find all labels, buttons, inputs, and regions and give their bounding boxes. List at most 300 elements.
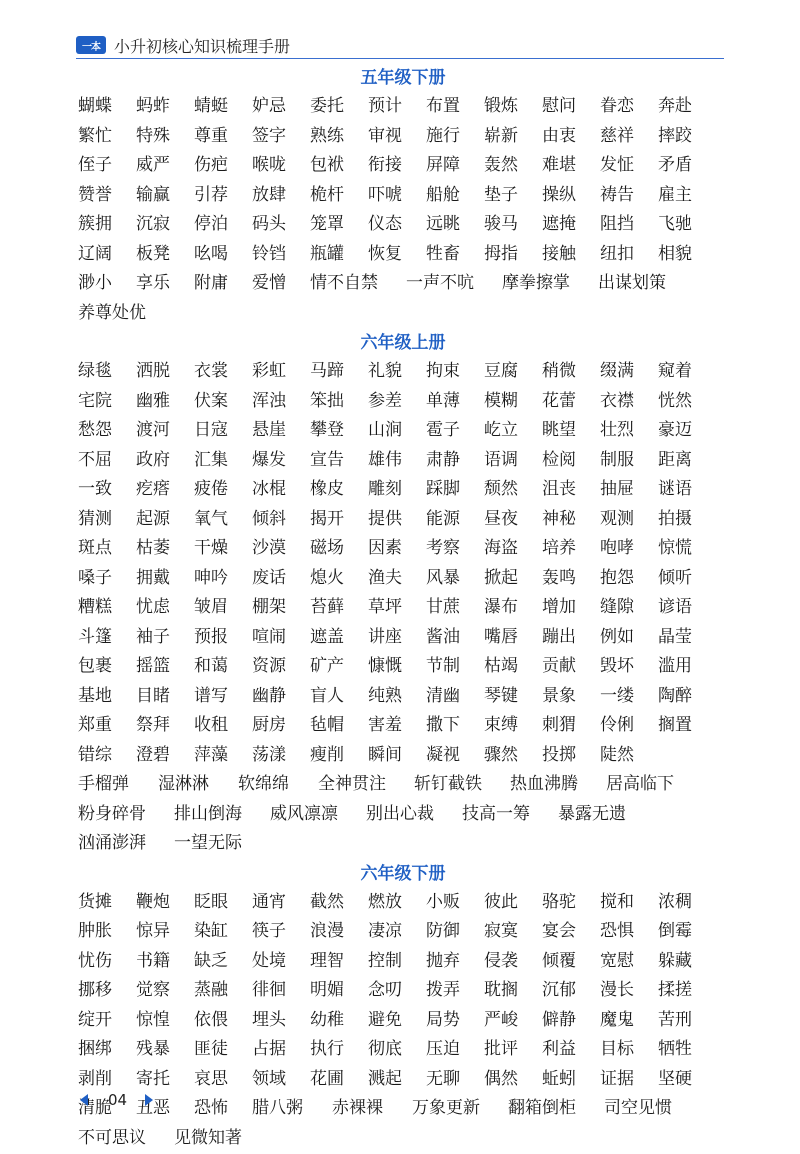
vocab-word: 包裹 [78,653,136,683]
vocab-word: 全神贯注 [318,771,414,801]
vocab-word: 氧气 [194,506,252,536]
vocab-word: 苔藓 [310,594,368,624]
vocab-word: 拨弄 [426,977,484,1007]
vocab-word: 牲畜 [426,241,484,271]
vocab-word: 手榴弹 [78,771,158,801]
vocab-word: 彼此 [484,889,542,919]
vocab-word: 铃铛 [252,241,310,271]
vocab-word: 纽扣 [600,241,658,271]
vocab-word: 预报 [194,624,252,654]
vocab-word: 马蹄 [310,358,368,388]
vocab-word: 辽阔 [78,241,136,271]
vocab-word: 桅杆 [310,182,368,212]
vocab-word: 仪态 [368,211,426,241]
vocab-word: 收租 [194,712,252,742]
vocab-word: 包袱 [310,152,368,182]
word-list [78,93,728,329]
vocab-word: 矛盾 [658,152,716,182]
vocab-word: 垫子 [484,182,542,212]
vocab-word: 奔赴 [658,93,716,123]
vocab-word: 笼罩 [310,211,368,241]
vocab-word: 偶然 [484,1066,542,1096]
vocab-word: 投掷 [542,742,600,772]
vocab-word: 盲人 [310,683,368,713]
vocab-word: 占据 [252,1036,310,1066]
vocab-word: 处境 [252,948,310,978]
vocab-word: 嗓子 [78,565,136,595]
vocab-word: 提供 [368,506,426,536]
vocab-word: 侄子 [78,152,136,182]
vocab-word: 海盗 [484,535,542,565]
vocab-word: 养尊处优 [78,300,174,330]
vocab-word: 蚯蚓 [542,1066,600,1096]
vocab-word: 磁场 [310,535,368,565]
vocab-word: 疲倦 [194,476,252,506]
vocab-word: 攀登 [310,417,368,447]
vocab-word: 哀思 [194,1066,252,1096]
vocab-word: 宴会 [542,918,600,948]
vocab-word: 执行 [310,1036,368,1066]
vocab-word: 书籍 [136,948,194,978]
vocab-word: 祷告 [600,182,658,212]
vocab-word: 例如 [600,624,658,654]
vocab-word: 威风凛凛 [270,801,366,831]
vocab-word: 滥用 [658,653,716,683]
vocab-word: 不可思议 [78,1125,174,1154]
vocab-word: 增加 [542,594,600,624]
vocab-word: 倾听 [658,565,716,595]
vocab-word: 毁坏 [600,653,658,683]
vocab-word: 呻吟 [194,565,252,595]
vocab-word: 蜻蜓 [194,93,252,123]
vocab-word: 窥着 [658,358,716,388]
vocab-word: 残暴 [136,1036,194,1066]
vocab-word: 证据 [600,1066,658,1096]
page-header [76,34,290,56]
vocab-word: 搅和 [600,889,658,919]
vocab-word: 骆驼 [542,889,600,919]
vocab-word: 渺小 [78,270,136,300]
vocab-word: 衣裳 [194,358,252,388]
section-title: 五年级下册 [78,64,728,93]
vocab-word: 爱憎 [252,270,310,300]
vocab-word: 躲藏 [658,948,716,978]
vocab-word: 雹子 [426,417,484,447]
vocab-word: 幽静 [252,683,310,713]
vocab-word: 飞驰 [658,211,716,241]
vocab-word: 惊异 [136,918,194,948]
vocab-word: 伤疤 [194,152,252,182]
vocab-word: 赤裸裸 [332,1095,412,1125]
section-title: 六年级上册 [78,329,728,358]
vocab-word: 吆喝 [194,241,252,271]
book-title: 小升初核心知识梳理手册 [114,34,290,57]
vocab-word: 腊八粥 [252,1095,332,1125]
section-title: 六年级下册 [78,860,728,889]
vocab-word: 刺猬 [542,712,600,742]
vocab-word: 风暴 [426,565,484,595]
vocab-word: 布置 [426,93,484,123]
vocab-word: 瓶罐 [310,241,368,271]
vocab-word: 浓稠 [658,889,716,919]
vocab-word: 避免 [368,1007,426,1037]
vocab-word: 漫长 [600,977,658,1007]
vocab-word: 节制 [426,653,484,683]
vocab-word: 委托 [310,93,368,123]
vocab-word: 沉郁 [542,977,600,1007]
vocab-word: 搁置 [658,712,716,742]
vocab-word: 冰棍 [252,476,310,506]
vocab-word: 花圃 [310,1066,368,1096]
vocab-word: 严峻 [484,1007,542,1037]
vocab-word: 琴键 [484,683,542,713]
vocab-word: 慷慨 [368,653,426,683]
vocab-word: 考察 [426,535,484,565]
vocab-word: 愁怨 [78,417,136,447]
vocab-word: 情不自禁 [310,270,406,300]
vocab-word: 清幽 [426,683,484,713]
vocab-word: 甘蔗 [426,594,484,624]
vocab-word: 斩钉截铁 [414,771,510,801]
vocab-word: 吓唬 [368,182,426,212]
vocab-word: 缀满 [600,358,658,388]
vocab-word: 祭拜 [136,712,194,742]
vocab-word: 赞誉 [78,182,136,212]
vocab-word: 能源 [426,506,484,536]
vocab-word: 豪迈 [658,417,716,447]
vocab-word: 彩虹 [252,358,310,388]
vocab-word: 坚硬 [658,1066,716,1096]
vocab-word: 板凳 [136,241,194,271]
vocab-word: 局势 [426,1007,484,1037]
vocab-word: 雄伟 [368,447,426,477]
vocab-word: 缺乏 [194,948,252,978]
vocab-word: 一望无际 [174,830,270,860]
vocab-word: 溅起 [368,1066,426,1096]
vocab-word: 埋头 [252,1007,310,1037]
vocab-word: 糟糕 [78,594,136,624]
vocab-word: 慰问 [542,93,600,123]
vocab-word: 居高临下 [606,771,702,801]
vocab-word: 湿淋淋 [158,771,238,801]
vocab-word: 橡皮 [310,476,368,506]
vocab-word: 控制 [368,948,426,978]
vocab-word: 通宵 [252,889,310,919]
vocab-word: 雇主 [658,182,716,212]
vocab-word: 挪移 [78,977,136,1007]
vocab-word: 幽雅 [136,388,194,418]
vocab-word: 尊重 [194,123,252,153]
vocab-word: 依偎 [194,1007,252,1037]
vocab-word: 簇拥 [78,211,136,241]
vocab-word: 束缚 [484,712,542,742]
vocab-word: 斑点 [78,535,136,565]
vocab-word: 伶俐 [600,712,658,742]
vocab-word: 恐怖 [194,1095,252,1125]
vocab-word: 预计 [368,93,426,123]
vocab-word: 魔鬼 [600,1007,658,1037]
vocab-word: 念叨 [368,977,426,1007]
vocab-word: 压迫 [426,1036,484,1066]
vocab-word: 壮烈 [600,417,658,447]
vocab-word: 遮掩 [542,211,600,241]
vocabulary-content [78,64,728,1154]
vocab-word: 草坪 [368,594,426,624]
vocab-word: 谚语 [658,594,716,624]
vocab-word: 蝴蝶 [78,93,136,123]
prev-page-arrow-icon[interactable] [80,1094,88,1106]
vocab-word: 汇集 [194,447,252,477]
vocab-word: 谜语 [658,476,716,506]
vocab-word: 操纵 [542,182,600,212]
vocab-word: 忧伤 [78,948,136,978]
vocab-word: 防御 [426,918,484,948]
vocab-word: 制服 [600,447,658,477]
vocab-word: 领域 [252,1066,310,1096]
vocab-word: 踩脚 [426,476,484,506]
vocab-word: 斗篷 [78,624,136,654]
vocab-word: 一声不吭 [406,270,502,300]
vocab-word: 享乐 [136,270,194,300]
vocab-word: 豆腐 [484,358,542,388]
vocab-word: 汹涌澎湃 [78,830,174,860]
vocab-word: 猜测 [78,506,136,536]
vocab-word: 抱怨 [600,565,658,595]
next-page-arrow-icon[interactable] [145,1094,153,1106]
vocab-word: 缝隙 [600,594,658,624]
vocab-word: 丑恶 [136,1095,194,1125]
vocab-word: 侵袭 [484,948,542,978]
vocab-word: 肿胀 [78,918,136,948]
vocab-word: 司空见惯 [604,1095,700,1125]
vocab-word: 一致 [78,476,136,506]
vocab-word: 苦刑 [658,1007,716,1037]
page-footer [80,1090,153,1110]
vocab-word: 繁忙 [78,123,136,153]
vocab-word: 摇篮 [136,653,194,683]
vocab-word: 别出心裁 [366,801,462,831]
vocab-word: 惊慌 [658,535,716,565]
vocab-word: 郑重 [78,712,136,742]
vocab-word: 纯熟 [368,683,426,713]
vocab-word: 沙漠 [252,535,310,565]
vocab-word: 干燥 [194,535,252,565]
vocab-word: 神秘 [542,506,600,536]
vocab-word: 陶醉 [658,683,716,713]
vocab-word: 绿毯 [78,358,136,388]
vocab-word: 喉咙 [252,152,310,182]
vocab-word: 瀑布 [484,594,542,624]
vocab-word: 皱眉 [194,594,252,624]
vocab-word: 花蕾 [542,388,600,418]
vocab-word: 热血沸腾 [510,771,606,801]
vocab-word: 撒下 [426,712,484,742]
vocab-word: 政府 [136,447,194,477]
vocab-word: 绽开 [78,1007,136,1037]
vocab-word: 附庸 [194,270,252,300]
vocab-word: 轰鸣 [542,565,600,595]
vocab-word: 衔接 [368,152,426,182]
vocab-word: 阻挡 [600,211,658,241]
vocab-word: 屹立 [484,417,542,447]
vocab-word: 清脆 [78,1095,136,1125]
vocab-word: 施行 [426,123,484,153]
vocab-word: 远眺 [426,211,484,241]
vocab-word: 货摊 [78,889,136,919]
vocab-word: 技高一筹 [462,801,558,831]
vocab-word: 拘束 [426,358,484,388]
vocab-word: 萍藻 [194,742,252,772]
vocab-word: 摔跤 [658,123,716,153]
vocab-word: 船舱 [426,182,484,212]
vocab-word: 目标 [600,1036,658,1066]
vocab-word: 宽慰 [600,948,658,978]
vocab-word: 粉身碎骨 [78,801,174,831]
vocab-word: 拇指 [484,241,542,271]
vocab-word: 惊惶 [136,1007,194,1037]
vocab-word: 忧虑 [136,594,194,624]
vocab-word: 恢复 [368,241,426,271]
vocab-word: 模糊 [484,388,542,418]
vocab-word: 目睹 [136,683,194,713]
vocab-word: 慈祥 [600,123,658,153]
vocab-word: 熄火 [310,565,368,595]
vocab-word: 抽屉 [600,476,658,506]
vocab-word: 培养 [542,535,600,565]
vocab-word: 轰然 [484,152,542,182]
vocab-word: 毡帽 [310,712,368,742]
vocab-word: 码头 [252,211,310,241]
brand-logo: 一本 [76,36,106,54]
vocab-word: 笨拙 [310,388,368,418]
vocab-word: 讲座 [368,624,426,654]
vocab-word: 恐惧 [600,918,658,948]
vocab-word: 截然 [310,889,368,919]
vocab-word: 摩拳擦掌 [502,270,598,300]
vocab-word: 伏案 [194,388,252,418]
header-divider [76,58,724,59]
vocab-word: 谱写 [194,683,252,713]
vocab-word: 蹦出 [542,624,600,654]
vocab-word: 瞬间 [368,742,426,772]
vocab-word: 筷子 [252,918,310,948]
vocab-word: 倾斜 [252,506,310,536]
vocab-word: 特殊 [136,123,194,153]
vocab-word: 输赢 [136,182,194,212]
vocab-word: 凄凉 [368,918,426,948]
vocab-word: 雕刻 [368,476,426,506]
vocab-word: 眺望 [542,417,600,447]
vocab-word: 无聊 [426,1066,484,1096]
vocab-word: 害羞 [368,712,426,742]
vocab-word: 澄碧 [136,742,194,772]
vocab-word: 基地 [78,683,136,713]
vocab-word: 软绵绵 [238,771,318,801]
vocab-word: 万象更新 [412,1095,508,1125]
vocab-word: 单薄 [426,388,484,418]
vocab-word: 觉察 [136,977,194,1007]
vocab-word: 幼稚 [310,1007,368,1037]
vocab-word: 由衷 [542,123,600,153]
vocab-word: 停泊 [194,211,252,241]
page-number: 04 [108,1091,127,1109]
vocab-word: 难堪 [542,152,600,182]
vocab-word: 晶莹 [658,624,716,654]
vocab-word: 枯竭 [484,653,542,683]
vocab-word: 昼夜 [484,506,542,536]
vocab-word: 棚架 [252,594,310,624]
vocab-word: 徘徊 [252,977,310,1007]
vocab-word: 颓然 [484,476,542,506]
vocab-word: 明媚 [310,977,368,1007]
word-list [78,889,728,1154]
vocab-word: 蒸融 [194,977,252,1007]
vocab-word: 利益 [542,1036,600,1066]
vocab-word: 渔夫 [368,565,426,595]
vocab-word: 山涧 [368,417,426,447]
vocab-word: 骤然 [484,742,542,772]
vocab-word: 景象 [542,683,600,713]
vocab-word: 和蔼 [194,653,252,683]
vocab-word: 熟练 [310,123,368,153]
vocab-word: 拥戴 [136,565,194,595]
vocab-word: 僻静 [542,1007,600,1037]
vocab-word: 审视 [368,123,426,153]
vocab-word: 距离 [658,447,716,477]
vocab-word: 衣襟 [600,388,658,418]
vocab-word: 拍摄 [658,506,716,536]
vocab-word: 蚂蚱 [136,93,194,123]
vocab-word: 剥削 [78,1066,136,1096]
vocab-word: 语调 [484,447,542,477]
vocab-word: 矿产 [310,653,368,683]
vocab-word: 妒忌 [252,93,310,123]
vocab-word: 贡献 [542,653,600,683]
vocab-word: 接触 [542,241,600,271]
vocab-word: 礼貌 [368,358,426,388]
vocab-word: 因素 [368,535,426,565]
vocab-word: 揉搓 [658,977,716,1007]
vocab-word: 检阅 [542,447,600,477]
vocab-word: 凝视 [426,742,484,772]
vocab-word: 肃静 [426,447,484,477]
vocab-word: 悬崖 [252,417,310,447]
vocab-word: 骏马 [484,211,542,241]
vocab-word: 宣告 [310,447,368,477]
vocab-word: 捆绑 [78,1036,136,1066]
vocab-word: 小贩 [426,889,484,919]
vocab-word: 渡河 [136,417,194,447]
vocab-word: 不屈 [78,447,136,477]
vocab-word: 嘴唇 [484,624,542,654]
vocab-word: 酱油 [426,624,484,654]
vocab-word: 相貌 [658,241,716,271]
vocab-word: 恍然 [658,388,716,418]
vocab-word: 荡漾 [252,742,310,772]
vocab-word: 耽搁 [484,977,542,1007]
vocab-word: 倒霉 [658,918,716,948]
vocab-word: 沮丧 [542,476,600,506]
vocab-word: 放肆 [252,182,310,212]
vocab-word: 错综 [78,742,136,772]
vocab-word: 崭新 [484,123,542,153]
vocab-word: 揭开 [310,506,368,536]
vocab-word: 观测 [600,506,658,536]
vocab-word: 见微知著 [174,1125,270,1154]
vocab-word: 签字 [252,123,310,153]
vocab-word: 咆哮 [600,535,658,565]
vocab-word: 燃放 [368,889,426,919]
